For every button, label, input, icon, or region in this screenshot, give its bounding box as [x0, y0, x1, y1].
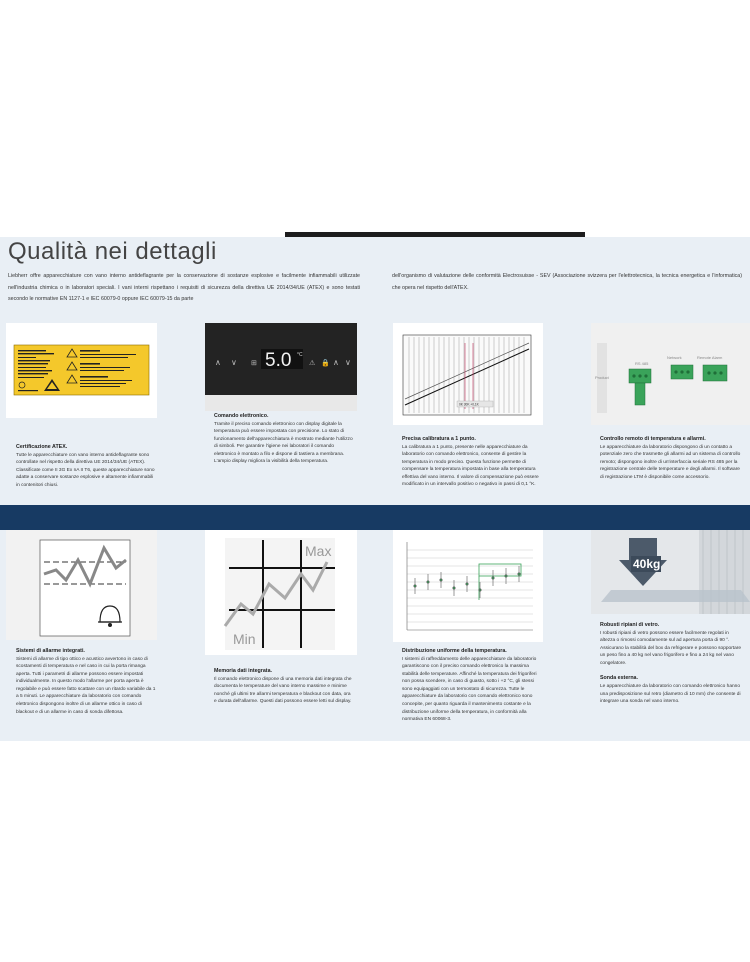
calibration-text: La calibratura a 1 punto, presente nelle apparecchiature da laboratorio con comando elettronico, consente di gestire la temperatura in modo preciso. Questa funzione permette di compensare la temperatura impostata in base alla temperatura effettiva del vano interno. Il valore di compensazione può essere modificato in un intervallo positivo o negativo in passi di 0,1 °K.: [402, 444, 539, 488]
distribution-point: [414, 585, 416, 587]
svg-text:∨: ∨: [345, 358, 351, 367]
remote-caption: [600, 436, 744, 481]
distribution-point: [453, 587, 455, 589]
atex-title: Certificazione ATEX.: [16, 444, 68, 450]
svg-text:0K 30K +0,1K: 0K 30K +0,1K: [459, 402, 479, 407]
control-title: Comando elettronico.: [214, 413, 269, 419]
shelves-graphic: [591, 530, 750, 614]
calibration-graphic: [393, 323, 543, 425]
svg-text:∨: ∨: [231, 358, 237, 367]
distribution-point: [427, 581, 429, 583]
weight-label: 40kg: [633, 557, 661, 571]
temperature-display: 5.0: [265, 350, 292, 371]
distribution-title: Distribuzione uniforme della temperatura.: [402, 648, 507, 654]
calibration-title: Precisa calibratura a 1 punto.: [402, 436, 476, 442]
probe-text: Le apparecchiature da laboratorio con comando elettronico hanno una predisposizione sul retro (diametro di 10 mm) che consente di integrare una sonda nel vano interno.: [600, 683, 741, 705]
intro-right-text: dell'organismo di valutazione delle conformità Electrosuisse - SEV (Associazione svizzera per l'elettrotecnica, la tecnica energetica e l'informatica) che opera nel rispetto dell'ATEX.: [392, 273, 742, 291]
distribution-image: [393, 530, 543, 642]
control-text: Tramite il preciso comando elettronico con display digitale la temperatura può essere impostata con precisione. Lo stato di funzionamento dell'apparecchiatura è mostrato mediante l'utilizzo di simboli. Per garantire l'igiene nei laboratori il comando elettronico è montato a filo e dispone di tastiera a membrana. L'ampio display migliora la visibilità della temperatura.: [214, 421, 353, 465]
distribution-text: I sistemi di raffreddamento delle apparecchiature da laboratorio garantiscono con il preciso comando elettronico la massima stabilità delle temperature. Affinché la temperatura dei frigoriferi non possa scendere, in caso di guasto, sotto i +2 °C, gli stessi sono equipaggiati con un termostato di sicurezza. Tutte le apparecchiature da laboratorio con comando elettronico sono concepite, per quanto riguarda il mantenimento costante e la distribuzione uniforme della temperatura, in conformità alla normativa EN 60068-3.: [402, 656, 537, 723]
distribution-point: [440, 579, 442, 581]
atex-caption: [16, 444, 156, 489]
calibration-image: [393, 323, 543, 425]
control-caption: [214, 413, 354, 466]
connector-label-network: Network: [667, 355, 682, 360]
remote-text: Le apparecchiature da laboratorio dispongono di un contatto a potenziale zero che trasmette gli allarmi ad un sistema di controllo remoto; dispongono inoltre di un'interfaccia seriale RS 485 per la registrazione centrale delle temperature e degli allarmi. Il software di registrazione LTM è disponibile come accessorio.: [600, 444, 741, 480]
control-panel-graphic: [205, 323, 357, 411]
connector-label-rs485: RS 485: [635, 361, 649, 366]
intro-left-text: Liebherr offre apparecchiature con vano interno antideflagrante per la conservazione di sostanze esplosive e facilmente infiammabili utilizzate nell'industria chimica o in laboratori speciali. I vani interni rispettano i requisiti di sicurezza della direttiva UE 2014/34/UE (ATEX) e sono testati secondo le normative EN 1127-1 e IEC 60079-0 oppure IEC 60079-15 da parte: [8, 273, 360, 302]
alarm-text: Sistemi di allarme di tipo ottico e acustico avvertono in caso di scostamenti di temperatura e nel caso in cui la porta rimanga aperta. Tutti i parametri di allarme possono essere impostati individualmente. In questo modo l'allarme per porta aperta è regolabile e può essere fatto scattare con un ritardo variabile da 1 a 5 minuti. Le apparecchiature da laboratorio con comando elettronico dispongono inoltre di un allarme ottico in caso di blackout e di un allarme in caso di sonda difettosa.: [16, 656, 156, 715]
memory-image: [205, 530, 357, 655]
page-title: Qualità nei dettagli: [8, 238, 217, 265]
distribution-point: [466, 583, 468, 585]
distribution-graphic: [393, 530, 543, 642]
svg-text:°C: °C: [297, 352, 303, 358]
svg-text:⊞: ⊞: [251, 360, 257, 367]
memory-text: Il comando elettronico dispone di una memoria dati integrata che documenta le temperature del vano interno massime e minime nonché gli ultimi tre allarmi temperatura e blackout con data, ora e durata dell'allarme. Questi dati possono essere letti sul display.: [214, 676, 352, 705]
alarm-image: [6, 530, 157, 640]
alarm-caption: [16, 648, 156, 716]
calibration-caption: [402, 436, 542, 489]
alarm-graphic: [6, 530, 157, 640]
probe-title: Sonda esterna.: [600, 675, 638, 682]
remote-connectors-image: [591, 323, 750, 425]
shelves-title: Robusti ripiani di vetro.: [600, 622, 660, 628]
distribution-point: [492, 577, 494, 579]
connector-label-product: Product: [595, 375, 609, 380]
blue-divider-band: [0, 505, 750, 530]
shelves-text: I robusti ripiani di vetro possono essere facilmente regolati in altezza o rimossi comodamente sul ad apertura porta di 90 °. Assicurano la stabilità del box da refrigerare e possono sopportare un peso fino a 40 kg nel vano frigorifero e fino a 24 kg nel vano congelatore.: [600, 630, 742, 666]
shelves-caption: [600, 622, 744, 706]
svg-text:∧: ∧: [333, 358, 339, 367]
memory-title: Memoria dati integrata.: [214, 668, 272, 674]
remote-title: Controllo remoto di temperatura e allarmi.: [600, 436, 706, 442]
svg-text:🔒: 🔒: [321, 360, 330, 367]
alarm-title: Sistemi di allarme integrati.: [16, 648, 85, 654]
connector-label-remote-alarm: Remote Alarm: [697, 355, 723, 360]
atex-label-image: [6, 323, 157, 418]
svg-text:∧: ∧: [215, 358, 221, 367]
svg-text:⚠: ⚠: [309, 360, 316, 367]
max-label: Max: [305, 543, 332, 559]
control-panel-image: [205, 323, 357, 411]
atex-text: Tutte le apparecchiature con vano interno antideflagrante sono controllate nel rispetto della direttiva UE 2014/34/UE (ATEX). Classificate come II 3G Ex nA II T6, queste apparecchiature sono adatte a conservare sostanze esplosive e altamente infiammabili in contenitori chiusi.: [16, 452, 155, 488]
memory-graphic: [205, 530, 357, 655]
atex-label-graphic: [6, 323, 157, 418]
distribution-point: [479, 589, 481, 591]
distribution-caption: [402, 648, 542, 724]
distribution-point: [518, 573, 520, 575]
remote-connectors-graphic: [591, 323, 750, 425]
min-label: Min: [233, 631, 256, 647]
shelves-image: [591, 530, 750, 614]
distribution-point: [505, 575, 507, 577]
memory-caption: [214, 668, 354, 706]
